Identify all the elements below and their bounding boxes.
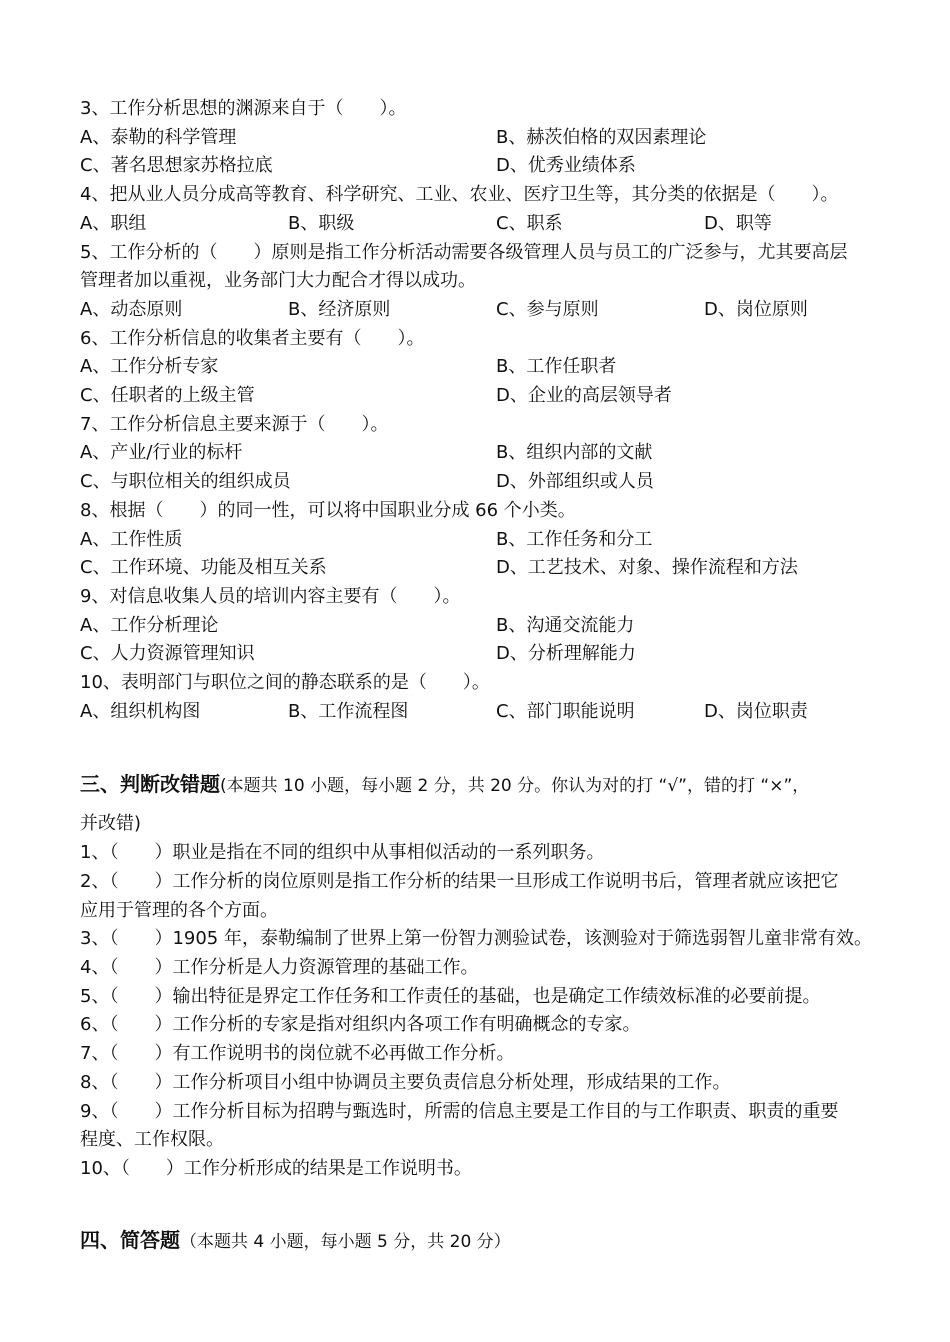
- option-b: B、工作任职者: [496, 356, 617, 378]
- option-a: A、工作分析专家: [80, 356, 219, 378]
- judge-item-5: 5、（ ）输出特征是界定工作任务和工作责任的基础，也是确定工作绩效标准的必要前提。: [80, 985, 821, 1007]
- question-stem: 6、工作分析信息的收集者主要有（ ）。: [80, 327, 425, 349]
- judge-item-8: 8、（ ）工作分析项目小组中协调员主要负责信息分析处理，形成结果的工作。: [80, 1071, 731, 1093]
- option-a: A、产业/行业的标杆: [80, 442, 243, 464]
- option-row: [80, 698, 880, 727]
- question-8: [80, 497, 880, 583]
- judge-item-6: 6、（ ）工作分析的专家是指对组织内各项工作有明确概念的专家。: [80, 1014, 641, 1036]
- section-3-note: (本题共 10 小题，每小题 2 分，共 20 分。你认为对的打 “√”，错的打 “×”，: [220, 776, 810, 797]
- question-7: [80, 411, 880, 497]
- section-4-heading: [80, 1220, 880, 1262]
- question-9: [80, 583, 880, 669]
- option-b: B、组织内部的文献: [496, 442, 653, 464]
- option-c: C、著名思想家苏格拉底: [80, 155, 273, 177]
- section-3-title: 三、判断改错题: [80, 772, 220, 797]
- option-row: [80, 612, 880, 641]
- option-b: B、经济原则: [288, 298, 391, 320]
- question-6: [80, 325, 880, 411]
- option-d: D、企业的高层领导者: [496, 385, 672, 407]
- option-c: C、职系: [496, 212, 563, 234]
- question-10: [80, 669, 880, 726]
- question-4: [80, 181, 880, 238]
- section-4: [80, 1220, 880, 1262]
- option-row: [80, 296, 880, 325]
- section-spacer: [80, 1184, 880, 1220]
- section-4-note: （本题共 4 小题，每小题 5 分，共 20 分）: [180, 1231, 511, 1252]
- option-d: D、职等: [704, 212, 772, 234]
- judge-item-4: 4、（ ）工作分析是人力资源管理的基础工作。: [80, 956, 479, 978]
- option-d: D、优秀业绩体系: [496, 155, 636, 177]
- judge-item-10: 10、（ ）工作分析形成的结果是工作说明书。: [80, 1157, 472, 1179]
- option-c: C、与职位相关的组织成员: [80, 471, 291, 493]
- option-row: [80, 382, 880, 411]
- judge-item-1: 1、（ ）职业是指在不同的组织中从事相似活动的一系列职务。: [80, 842, 605, 864]
- section-3-heading: [80, 764, 880, 806]
- option-row: [80, 152, 880, 181]
- option-row: [80, 640, 880, 669]
- option-d: D、岗位职责: [704, 700, 808, 722]
- option-c: C、参与原则: [496, 298, 599, 320]
- section-3-note-cont: 并改错): [80, 813, 142, 835]
- option-a: A、工作性质: [80, 528, 183, 550]
- judge-item-3: 3、（ ）1905 年，泰勒编制了世界上第一份智力测验试卷，该测验对于筛选弱智儿童非常有效。: [80, 928, 872, 950]
- option-row: [80, 554, 880, 583]
- option-b: B、职级: [288, 212, 355, 234]
- question-3: [80, 95, 880, 181]
- option-c: C、任职者的上级主管: [80, 385, 255, 407]
- option-c: C、人力资源管理知识: [80, 643, 255, 665]
- option-d: D、工艺技术、对象、操作流程和方法: [496, 557, 798, 579]
- option-d: D、外部组织或人员: [496, 471, 654, 493]
- option-d: D、分析理解能力: [496, 643, 636, 665]
- question-stem: 9、对信息收集人员的培训内容主要有（ ）。: [80, 585, 461, 607]
- question-stem: 3、工作分析思想的渊源来自于（ ）。: [80, 98, 407, 119]
- option-b: B、赫茨伯格的双因素理论: [496, 126, 707, 148]
- option-a: A、泰勒的科学管理: [80, 126, 237, 148]
- question-stem: 7、工作分析信息主要来源于（ ）。: [80, 413, 389, 435]
- option-a: A、职组: [80, 212, 147, 234]
- judge-item-9: 9、（ ）工作分析目标为招聘与甄选时，所需的信息主要是工作目的与工作职责、职责的重要: [80, 1100, 839, 1122]
- option-a: A、组织机构图: [80, 700, 201, 722]
- option-row: [80, 526, 880, 555]
- option-a: A、工作分析理论: [80, 614, 219, 636]
- option-row: [80, 439, 880, 468]
- option-b: B、工作任务和分工: [496, 528, 653, 550]
- option-row: [80, 124, 880, 153]
- option-b: B、工作流程图: [288, 700, 409, 722]
- option-row: [80, 468, 880, 497]
- option-d: D、岗位原则: [704, 298, 808, 320]
- option-row: [80, 210, 880, 239]
- option-a: A、动态原则: [80, 298, 183, 320]
- question-stem: 5、工作分析的（ ）原则是指工作分析活动需要各级管理人员与员工的广泛参与，尤其要高层: [80, 241, 848, 263]
- exam-page: [80, 95, 880, 1262]
- judge-item-7: 7、（ ）有工作说明书的岗位就不必再做工作分析。: [80, 1043, 515, 1065]
- question-stem: 10、表明部门与职位之间的静态联系的是（ ）。: [80, 672, 490, 694]
- judge-item-9-cont: 程度、工作权限。: [80, 1129, 224, 1151]
- section-4-title: 四、简答题: [80, 1227, 180, 1252]
- option-c: C、工作环境、功能及相互关系: [80, 557, 327, 579]
- question-stem: 4、把从业人员分成高等教育、科学研究、工业、农业、医疗卫生等，其分类的依据是（ ）。: [80, 184, 839, 206]
- option-c: C、部门职能说明: [496, 700, 635, 722]
- question-5: [80, 239, 880, 325]
- section-3: [80, 764, 880, 1183]
- option-row: [80, 353, 880, 382]
- question-stem: 8、根据（ ）的同一性，可以将中国职业分成 66 个小类。: [80, 499, 576, 521]
- question-stem-cont: 管理者加以重视，业务部门大力配合才得以成功。: [80, 270, 476, 292]
- option-b: B、沟通交流能力: [496, 614, 635, 636]
- section-spacer: [80, 726, 880, 764]
- judge-item-2-cont: 应用于管理的各个方面。: [80, 899, 278, 921]
- judge-item-2: 2、（ ）工作分析的岗位原则是指工作分析的结果一旦形成工作说明书后，管理者就应该把它: [80, 870, 839, 892]
